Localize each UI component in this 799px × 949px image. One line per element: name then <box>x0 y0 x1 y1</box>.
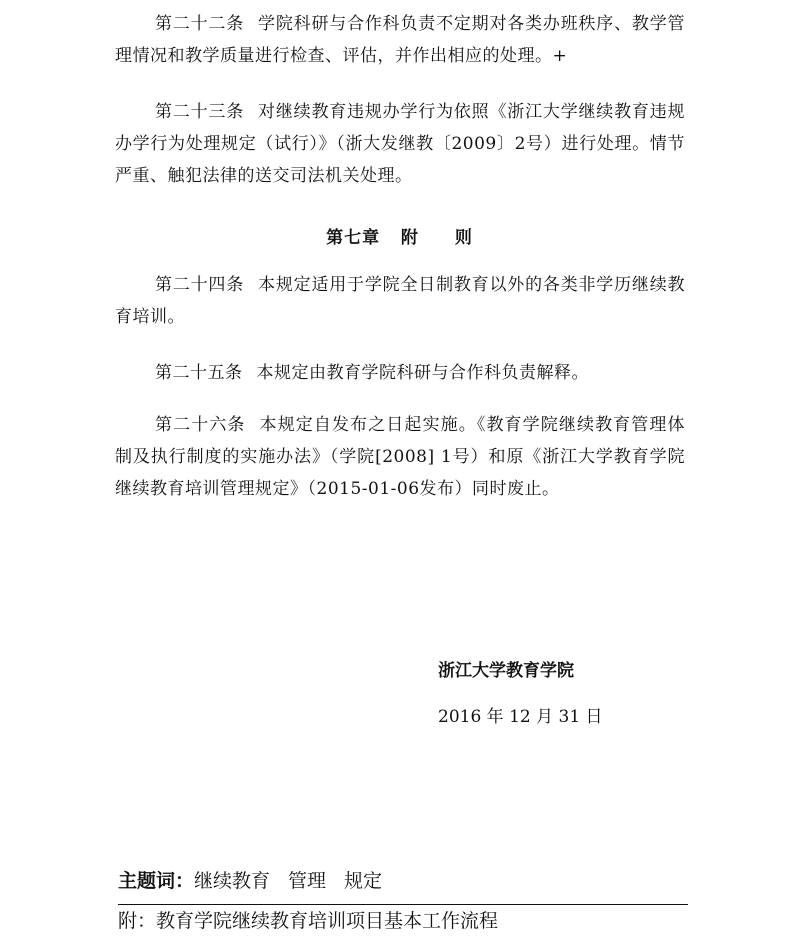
article-number: 第二十四条 <box>155 275 245 295</box>
article-number: 第二十二条 <box>155 14 245 34</box>
keyword-item: 继续教育 <box>194 870 271 892</box>
article-number: 第二十五条 <box>155 363 243 383</box>
article-number: 第二十三条 <box>155 102 245 122</box>
article-text: 本规定自发布之日起实施。《教育学院继续教育管理体制及执行制度的实施办法》（学院[2008] 1号）和原《浙江大学教育学院继续教育培训管理规定》（2015-01-06发布）同时废止。 <box>115 415 686 499</box>
attachment-line: 附：教育学院继续教育培训项目基本工作流程 <box>118 910 499 932</box>
article-number: 第二十六条 <box>155 415 246 435</box>
article-22 <box>115 8 685 72</box>
keyword-item: 规定 <box>344 870 383 892</box>
article-text: 本规定适用于学院全日制教育以外的各类非学历继续教育培训。 <box>115 275 686 327</box>
article-26 <box>115 409 685 505</box>
keywords-line <box>118 866 382 896</box>
article-text: 学院科研与合作科负责不定期对各类办班秩序、教学管理情况和教学质量进行检查、评估，并作出相应的处理。+ <box>115 14 686 66</box>
chapter-number: 第七章 <box>326 228 381 248</box>
article-23 <box>115 96 685 192</box>
article-24 <box>115 269 685 333</box>
keywords-label: 主题词： <box>118 870 195 892</box>
signature-organization: 浙江大学教育学院 <box>438 661 574 681</box>
chapter-heading <box>0 222 799 254</box>
article-text: 对继续教育违规办学行为依照《浙江大学继续教育违规办学行为处理规定（试行）》（浙大发继教〔2009〕2号）进行处理。情节严重、触犯法律的送交司法机关处理。 <box>115 102 686 186</box>
keyword-item: 管理 <box>288 870 327 892</box>
article-25 <box>115 357 685 389</box>
divider-line <box>118 904 688 905</box>
chapter-title: 附 则 <box>400 228 473 248</box>
article-text: 本规定由教育学院科研与合作科负责解释。 <box>256 363 589 383</box>
signature-date: 2016 年 12 月 31 日 <box>438 707 603 727</box>
